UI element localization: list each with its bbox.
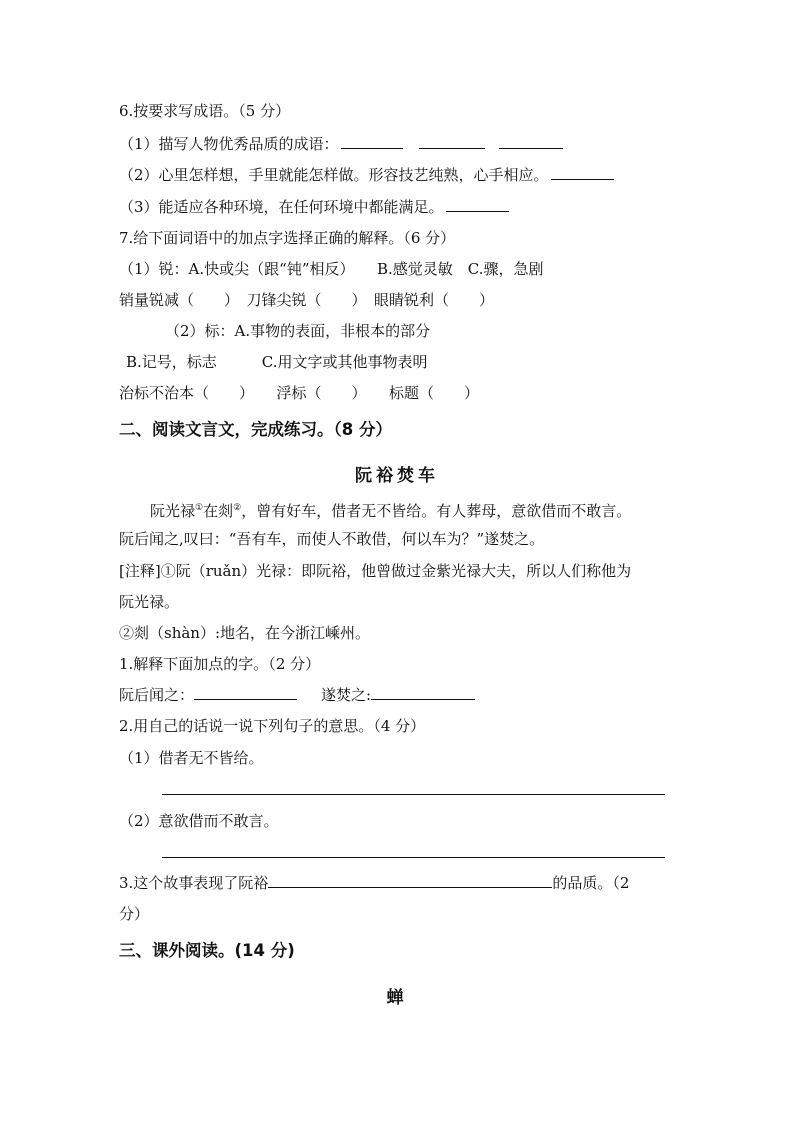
note2: ②剡（shàn）:地名，在今浙江嵊州。 [119, 624, 371, 642]
s2-q3: 3.这个故事表现了阮裕 的品质。（2 [119, 874, 630, 892]
answer-blank[interactable] [446, 197, 509, 212]
note1-line2: 阮光禄。 [119, 593, 180, 611]
classical-text-line1: 阮光禄①在剡②，曾有好车，借者无不皆给。有人葬母，意欲借而不敢言。 [150, 502, 632, 520]
q6-item1-text: （1）描写人物优秀品质的成语： [119, 135, 339, 153]
s2-q3-continued: 分） [119, 905, 150, 923]
q6-item2-text: （2）心里怎样想，手里就能怎样做。形容技艺纯熟，心手相应。 [119, 166, 549, 184]
s2-q2-title: 2.用自己的话说一说下列句子的意思。（4 分） [119, 717, 426, 735]
answer-blank[interactable] [371, 685, 475, 700]
story-title-cicada: 蝉 [386, 988, 408, 1008]
q6-item2 [119, 165, 614, 185]
note1-line1: [注释]①阮（ruǎn）光禄：即阮裕，他曾做过金紫光禄大夫，所以人们称他为 [119, 562, 632, 580]
q6-item3 [119, 197, 509, 217]
answer-blank[interactable] [341, 134, 403, 149]
answer-blank[interactable] [194, 685, 297, 700]
section3-heading: 三、课外阅读。(14 分) [119, 941, 295, 960]
s2-q2-item2: （2）意欲借而不敢言。 [119, 812, 279, 830]
story-title-ruan-yu: 阮裕焚车 [355, 466, 439, 486]
q7-biao-words: 治标不治本（ ） 浮标（ ） 标题（ ） [119, 384, 480, 402]
answer-blank[interactable] [499, 134, 563, 149]
answer-blank[interactable] [419, 134, 485, 149]
answer-blank[interactable] [268, 873, 552, 888]
q7-rui-definitions: （1）锐：A.快或尖（跟“钝”相反） B.感觉灵敏 C.骤，急剧 [119, 260, 544, 278]
answer-line[interactable] [162, 794, 665, 795]
answer-line[interactable] [162, 857, 665, 858]
answer-blank[interactable] [551, 165, 614, 180]
s2-q2-item1: （1）借者无不皆给。 [119, 749, 264, 767]
section2-heading: 二、阅读文言文，完成练习。（8 分） [119, 420, 392, 439]
q6-title: 6.按要求写成语。（5 分） [119, 102, 291, 120]
q6-item1 [119, 134, 563, 154]
q7-biao-definition-a: （2）标：A.事物的表面，非根本的部分 [165, 322, 431, 340]
q7-rui-words: 销量锐减（ ） 刀锋尖锐（ ） 眼睛锐利（ ） [119, 291, 495, 309]
q6-item3-text: （3）能适应各种环境，在任何环境中都能满足。 [119, 198, 444, 216]
q7-biao-definitions-bc: B.记号，标志 C.用文字或其他事物表明 [126, 353, 428, 371]
s2-q1-title: 1.解释下面加点的字。（2 分） [119, 655, 321, 673]
q7-title: 7.给下面词语中的加点字选择正确的解释。（6 分） [119, 229, 456, 247]
classical-text-line2: 阮后闻之,叹曰：“吾有车，而使人不敢借，何以车为？”遂焚之。 [119, 530, 545, 548]
s2-q1-items: 阮后闻之： 遂焚之: [119, 685, 475, 705]
